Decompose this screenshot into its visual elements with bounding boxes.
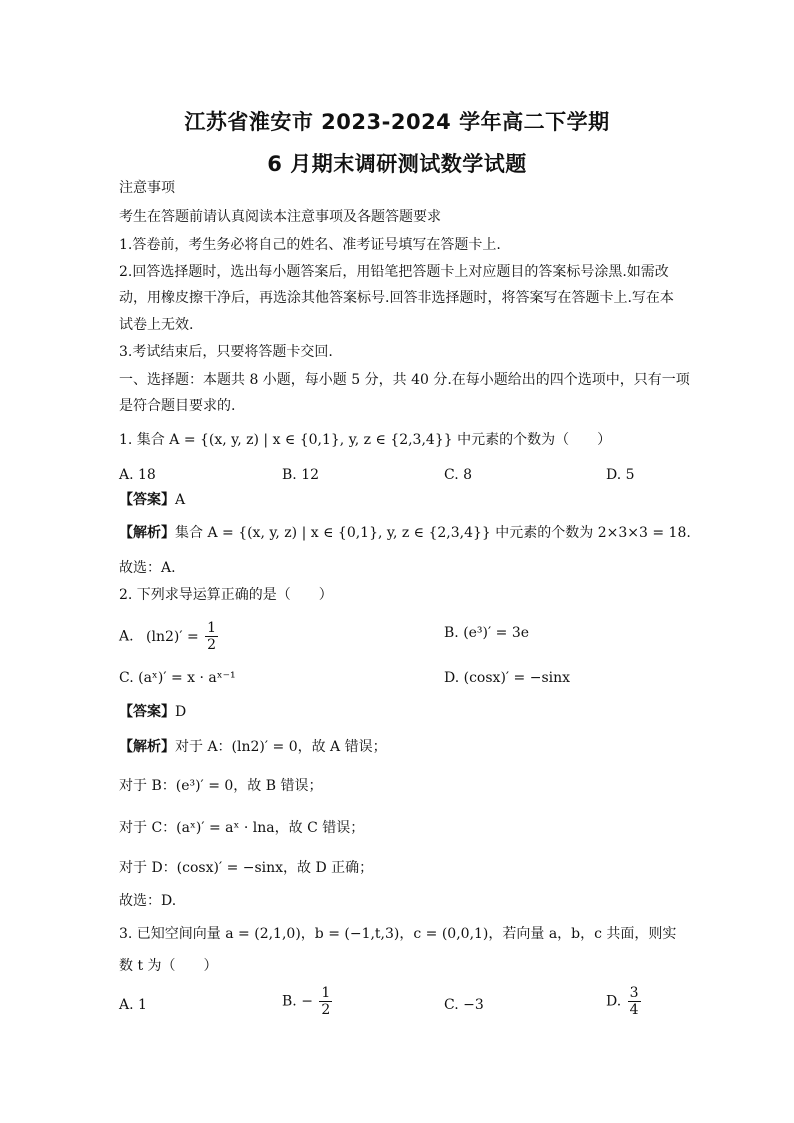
notice-heading: 注意事项	[119, 180, 175, 196]
question-2-conclusion: 故选：D.	[119, 893, 177, 909]
doc-title-line1: 江苏省淮安市 2023-2024 学年高二下学期	[184, 110, 610, 134]
fraction-numerator: 3	[629, 985, 639, 1001]
option-label: B. −	[282, 993, 313, 1010]
question-2-option-c: C. (aˣ)′ = x · aˣ⁻¹	[119, 670, 236, 686]
answer-value: A	[175, 492, 186, 508]
question-1-option-a: A. 18	[119, 467, 156, 483]
question-2-option-a	[119, 620, 220, 653]
question-3-option-d	[606, 985, 643, 1018]
notice-intro: 考生在答题前请认真阅读本注意事项及各题答题要求	[119, 209, 441, 225]
question-2-option-d: D. (cosx)′ = −sinx	[444, 670, 571, 686]
fraction	[319, 985, 332, 1018]
question-1-option-d: D. 5	[606, 467, 635, 483]
notice-item-2-line1: 2.回答选择题时，选出每小题答案后，用铅笔把答题卡上对应题目的答案标号涂黑.如需改	[119, 264, 669, 280]
fraction	[205, 620, 218, 653]
doc-title-line2: 6 月期末调研测试数学试题	[267, 152, 527, 176]
question-3-option-c: C. −3	[444, 997, 484, 1013]
question-3-option-b	[282, 985, 334, 1018]
analysis-tag: 【解析】	[119, 525, 175, 541]
option-label: D.	[606, 993, 622, 1010]
question-2-option-b: B. (e³)′ = 3e	[444, 625, 530, 641]
section-header-line1: 一、选择题：本题共 8 小题，每小题 5 分，共 40 分.在每小题给出的四个选项中，只有一项	[119, 372, 690, 388]
notice-item-2-line2: 动，用橡皮擦干净后，再选涂其他答案标号.回答非选择题时，将答案写在答题卡上.写在本	[119, 290, 674, 306]
option-expression: (ln2)′ =	[146, 628, 199, 645]
question-3-stem-line1: 3. 已知空间向量 a = (2,1,0)，b = (−1,t,3)，c = (0,0,1)，若向量 a，b，c 共面，则实	[119, 926, 677, 942]
question-3-stem-line2: 数 t 为（ ）	[119, 958, 218, 974]
option-label: A.	[119, 628, 134, 645]
fraction-numerator: 1	[207, 620, 217, 636]
question-2-analysis-d: 对于 D：(cosx)′ = −sinx，故 D 正确；	[119, 860, 374, 876]
question-2-analysis-b: 对于 B：(e³)′ = 0，故 B 错误；	[119, 778, 323, 794]
analysis-text: 集合 A = {(x, y, z) | x ∈ {0,1}, y, z ∈ {2,3,4}} 中元素的个数为 2×3×3 = 18.	[175, 525, 691, 541]
notice-item-3: 3.考试结束后，只要将答题卡交回.	[119, 344, 333, 360]
question-1-option-b: B. 12	[282, 467, 320, 483]
analysis-text: 对于 A：(ln2)′ = 0，故 A 错误；	[175, 739, 387, 755]
answer-tag: 【答案】	[119, 492, 175, 508]
fraction-denominator: 2	[321, 1002, 331, 1018]
question-1-stem: 1. 集合 A = {(x, y, z) | x ∈ {0,1}, y, z ∈ {2,3,4}} 中元素的个数为（ ）	[119, 432, 612, 448]
fraction-denominator: 4	[629, 1002, 639, 1018]
question-1-analysis	[119, 523, 691, 543]
question-2-analysis-a	[119, 737, 679, 757]
question-2-analysis-c: 对于 C：(aˣ)′ = aˣ · lna，故 C 错误；	[119, 820, 365, 836]
notice-item-2-line3: 试卷上无效.	[119, 317, 194, 333]
fraction-denominator: 2	[207, 637, 217, 653]
question-1-answer	[119, 490, 679, 510]
fraction-numerator: 1	[321, 985, 331, 1001]
notice-item-1: 1.答卷前，考生务必将自己的姓名、准考证号填写在答题卡上.	[119, 237, 501, 253]
question-1-option-c: C. 8	[444, 467, 473, 483]
question-1-conclusion: 故选：A.	[119, 560, 176, 576]
question-3-option-a: A. 1	[119, 997, 147, 1013]
analysis-tag: 【解析】	[119, 739, 175, 755]
question-2-stem: 2. 下列求导运算正确的是（ ）	[119, 587, 333, 603]
question-2-answer	[119, 702, 679, 722]
answer-tag: 【答案】	[119, 704, 175, 720]
fraction	[628, 985, 641, 1018]
answer-value: D	[175, 704, 187, 720]
section-header-line2: 是符合题目要求的.	[119, 398, 236, 414]
